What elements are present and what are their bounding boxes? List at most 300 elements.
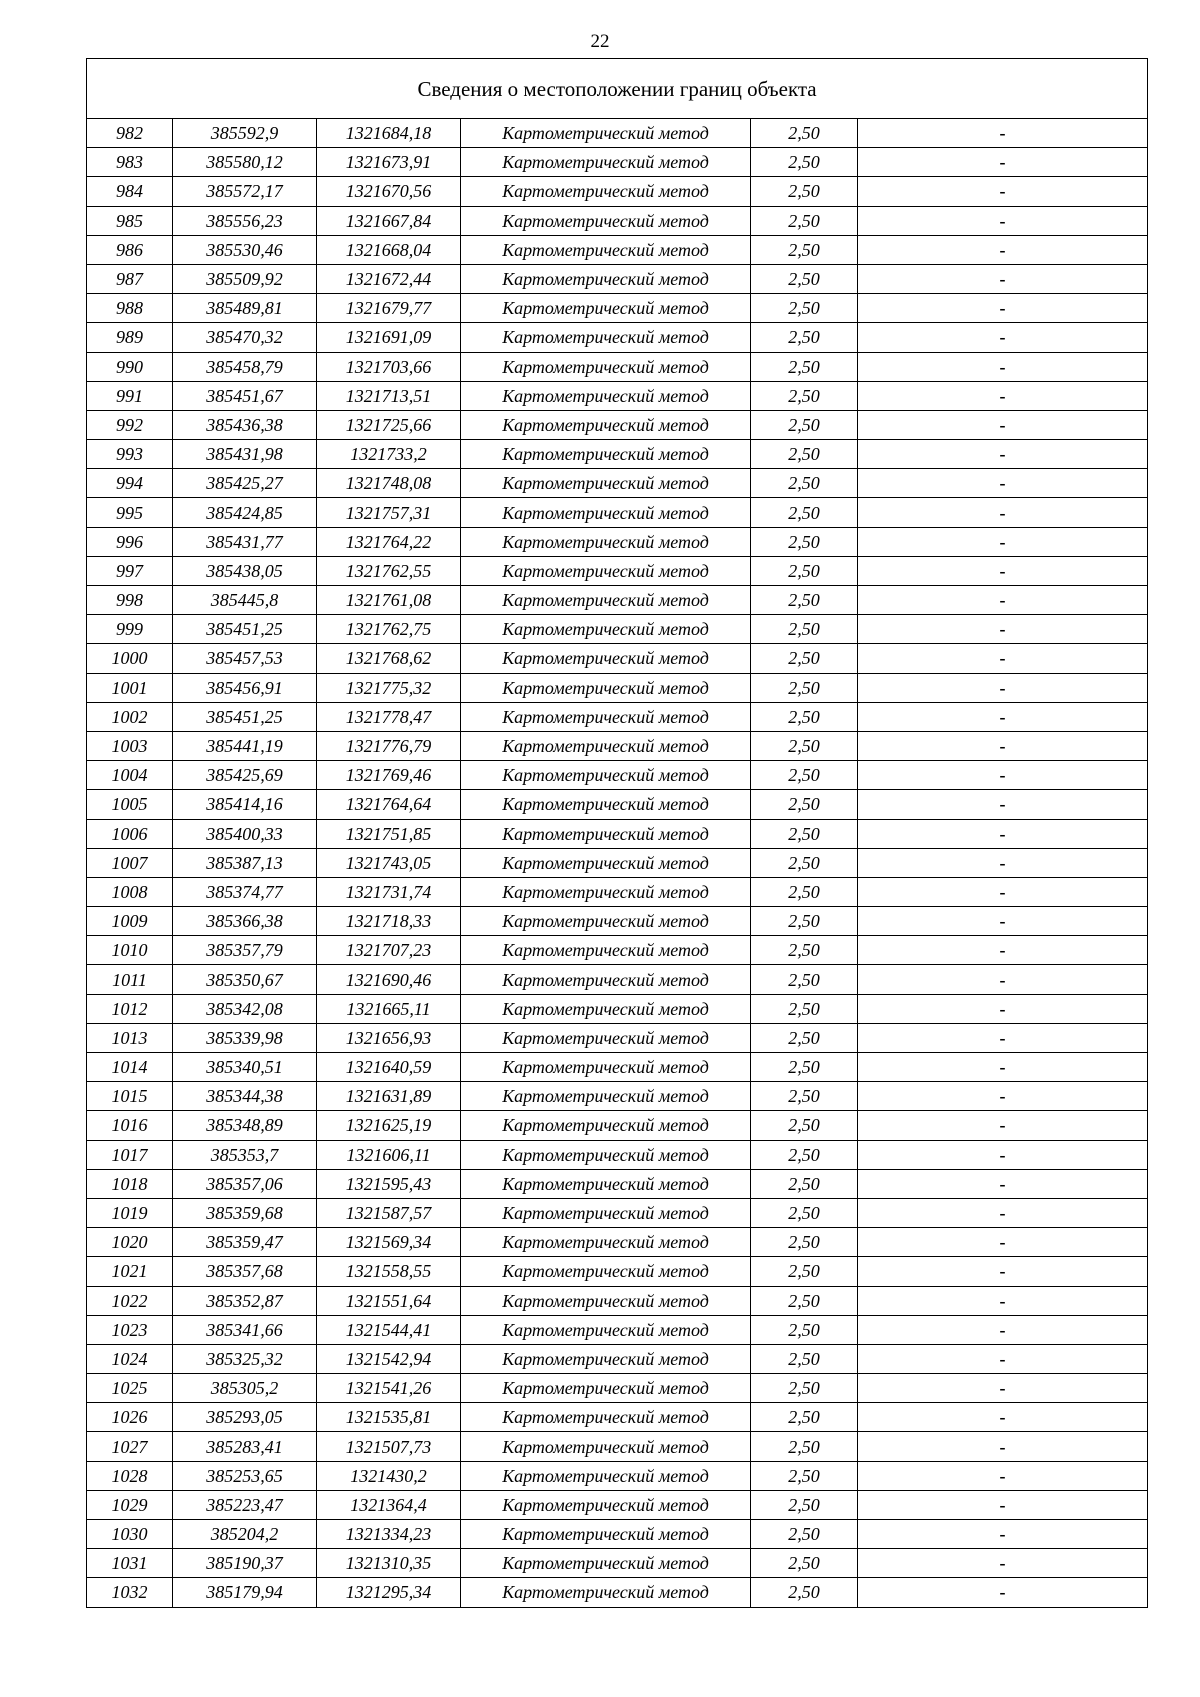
x-coordinate-cell: 385190,37	[173, 1549, 317, 1578]
point-number-cell: 985	[87, 206, 173, 235]
method-cell: Картометрический метод	[461, 119, 751, 148]
description-cell: -	[858, 761, 1148, 790]
method-cell: Картометрический метод	[461, 877, 751, 906]
accuracy-cell: 2,50	[751, 848, 858, 877]
table-row	[87, 702, 1148, 731]
accuracy-cell: 2,50	[751, 352, 858, 381]
table-row	[87, 1198, 1148, 1227]
x-coordinate-cell: 385305,2	[173, 1374, 317, 1403]
point-number-cell: 988	[87, 294, 173, 323]
method-cell: Картометрический метод	[461, 586, 751, 615]
point-number-cell: 993	[87, 440, 173, 469]
method-cell: Картометрический метод	[461, 556, 751, 585]
table-row	[87, 819, 1148, 848]
x-coordinate-cell: 385341,66	[173, 1315, 317, 1344]
x-coordinate-cell: 385530,46	[173, 235, 317, 264]
point-number-cell: 1009	[87, 907, 173, 936]
method-cell: Картометрический метод	[461, 1023, 751, 1052]
table-row	[87, 1344, 1148, 1373]
point-number-cell: 991	[87, 381, 173, 410]
point-number-cell: 1022	[87, 1286, 173, 1315]
x-coordinate-cell: 385424,85	[173, 498, 317, 527]
point-number-cell: 1023	[87, 1315, 173, 1344]
point-number-cell: 1012	[87, 994, 173, 1023]
y-coordinate-cell: 1321587,57	[317, 1198, 461, 1227]
accuracy-cell: 2,50	[751, 1490, 858, 1519]
method-cell: Картометрический метод	[461, 731, 751, 760]
y-coordinate-cell: 1321743,05	[317, 848, 461, 877]
point-number-cell: 1018	[87, 1169, 173, 1198]
accuracy-cell: 2,50	[751, 1403, 858, 1432]
point-number-cell: 990	[87, 352, 173, 381]
y-coordinate-cell: 1321703,66	[317, 352, 461, 381]
table-row	[87, 1549, 1148, 1578]
description-cell: -	[858, 1228, 1148, 1257]
method-cell: Картометрический метод	[461, 644, 751, 673]
method-cell: Картометрический метод	[461, 323, 751, 352]
point-number-cell: 1011	[87, 965, 173, 994]
y-coordinate-cell: 1321310,35	[317, 1549, 461, 1578]
x-coordinate-cell: 385489,81	[173, 294, 317, 323]
description-cell: -	[858, 469, 1148, 498]
y-coordinate-cell: 1321334,23	[317, 1520, 461, 1549]
accuracy-cell: 2,50	[751, 1228, 858, 1257]
accuracy-cell: 2,50	[751, 1432, 858, 1461]
y-coordinate-cell: 1321733,2	[317, 440, 461, 469]
y-coordinate-cell: 1321665,11	[317, 994, 461, 1023]
description-cell: -	[858, 1023, 1148, 1052]
description-cell: -	[858, 1257, 1148, 1286]
description-cell: -	[858, 498, 1148, 527]
table-row	[87, 264, 1148, 293]
description-cell: -	[858, 1432, 1148, 1461]
y-coordinate-cell: 1321691,09	[317, 323, 461, 352]
x-coordinate-cell: 385431,77	[173, 527, 317, 556]
y-coordinate-cell: 1321295,34	[317, 1578, 461, 1607]
table-title-row	[87, 59, 1148, 119]
table-row	[87, 1257, 1148, 1286]
accuracy-cell: 2,50	[751, 1315, 858, 1344]
x-coordinate-cell: 385458,79	[173, 352, 317, 381]
y-coordinate-cell: 1321544,41	[317, 1315, 461, 1344]
x-coordinate-cell: 385366,38	[173, 907, 317, 936]
y-coordinate-cell: 1321606,11	[317, 1140, 461, 1169]
table-row	[87, 469, 1148, 498]
description-cell: -	[858, 294, 1148, 323]
accuracy-cell: 2,50	[751, 264, 858, 293]
description-cell: -	[858, 673, 1148, 702]
description-cell: -	[858, 848, 1148, 877]
x-coordinate-cell: 385339,98	[173, 1023, 317, 1052]
method-cell: Картометрический метод	[461, 235, 751, 264]
accuracy-cell: 2,50	[751, 1053, 858, 1082]
description-cell: -	[858, 1490, 1148, 1519]
accuracy-cell: 2,50	[751, 1461, 858, 1490]
point-number-cell: 983	[87, 148, 173, 177]
description-cell: -	[858, 440, 1148, 469]
accuracy-cell: 2,50	[751, 615, 858, 644]
accuracy-cell: 2,50	[751, 907, 858, 936]
description-cell: -	[858, 148, 1148, 177]
table-row	[87, 440, 1148, 469]
method-cell: Картометрический метод	[461, 1140, 751, 1169]
table-row	[87, 1228, 1148, 1257]
accuracy-cell: 2,50	[751, 235, 858, 264]
point-number-cell: 1008	[87, 877, 173, 906]
table-row	[87, 1023, 1148, 1052]
method-cell: Картометрический метод	[461, 1432, 751, 1461]
table-row	[87, 1286, 1148, 1315]
point-number-cell: 1002	[87, 702, 173, 731]
table-row	[87, 965, 1148, 994]
method-cell: Картометрический метод	[461, 1490, 751, 1519]
boundary-coordinates-table	[86, 58, 1148, 1608]
accuracy-cell: 2,50	[751, 1257, 858, 1286]
accuracy-cell: 2,50	[751, 586, 858, 615]
method-cell: Картометрический метод	[461, 527, 751, 556]
y-coordinate-cell: 1321569,34	[317, 1228, 461, 1257]
y-coordinate-cell: 1321775,32	[317, 673, 461, 702]
description-cell: -	[858, 264, 1148, 293]
description-cell: -	[858, 1198, 1148, 1227]
y-coordinate-cell: 1321718,33	[317, 907, 461, 936]
x-coordinate-cell: 385253,65	[173, 1461, 317, 1490]
description-cell: -	[858, 702, 1148, 731]
table-row	[87, 1432, 1148, 1461]
description-cell: -	[858, 381, 1148, 410]
table-row	[87, 877, 1148, 906]
table-row	[87, 848, 1148, 877]
point-number-cell: 1004	[87, 761, 173, 790]
x-coordinate-cell: 385223,47	[173, 1490, 317, 1519]
description-cell: -	[858, 1286, 1148, 1315]
x-coordinate-cell: 385425,27	[173, 469, 317, 498]
y-coordinate-cell: 1321625,19	[317, 1111, 461, 1140]
method-cell: Картометрический метод	[461, 469, 751, 498]
accuracy-cell: 2,50	[751, 498, 858, 527]
y-coordinate-cell: 1321679,77	[317, 294, 461, 323]
x-coordinate-cell: 385438,05	[173, 556, 317, 585]
method-cell: Картометрический метод	[461, 148, 751, 177]
accuracy-cell: 2,50	[751, 965, 858, 994]
y-coordinate-cell: 1321757,31	[317, 498, 461, 527]
y-coordinate-cell: 1321507,73	[317, 1432, 461, 1461]
accuracy-cell: 2,50	[751, 1111, 858, 1140]
description-cell: -	[858, 527, 1148, 556]
method-cell: Картометрический метод	[461, 994, 751, 1023]
table-row	[87, 1315, 1148, 1344]
x-coordinate-cell: 385451,67	[173, 381, 317, 410]
method-cell: Картометрический метод	[461, 1053, 751, 1082]
description-cell: -	[858, 907, 1148, 936]
accuracy-cell: 2,50	[751, 936, 858, 965]
point-number-cell: 1001	[87, 673, 173, 702]
point-number-cell: 995	[87, 498, 173, 527]
x-coordinate-cell: 385556,23	[173, 206, 317, 235]
method-cell: Картометрический метод	[461, 177, 751, 206]
method-cell: Картометрический метод	[461, 1461, 751, 1490]
point-number-cell: 1031	[87, 1549, 173, 1578]
method-cell: Картометрический метод	[461, 907, 751, 936]
point-number-cell: 1006	[87, 819, 173, 848]
point-number-cell: 986	[87, 235, 173, 264]
method-cell: Картометрический метод	[461, 936, 751, 965]
point-number-cell: 1020	[87, 1228, 173, 1257]
method-cell: Картометрический метод	[461, 1257, 751, 1286]
point-number-cell: 1017	[87, 1140, 173, 1169]
point-number-cell: 989	[87, 323, 173, 352]
y-coordinate-cell: 1321707,23	[317, 936, 461, 965]
description-cell: -	[858, 994, 1148, 1023]
accuracy-cell: 2,50	[751, 323, 858, 352]
x-coordinate-cell: 385445,8	[173, 586, 317, 615]
y-coordinate-cell: 1321364,4	[317, 1490, 461, 1519]
x-coordinate-cell: 385509,92	[173, 264, 317, 293]
point-number-cell: 984	[87, 177, 173, 206]
table-row	[87, 352, 1148, 381]
table-row	[87, 644, 1148, 673]
x-coordinate-cell: 385344,38	[173, 1082, 317, 1111]
x-coordinate-cell: 385580,12	[173, 148, 317, 177]
table-row	[87, 148, 1148, 177]
accuracy-cell: 2,50	[751, 877, 858, 906]
x-coordinate-cell: 385204,2	[173, 1520, 317, 1549]
table-row	[87, 1374, 1148, 1403]
table-row	[87, 673, 1148, 702]
point-number-cell: 1026	[87, 1403, 173, 1432]
method-cell: Картометрический метод	[461, 206, 751, 235]
y-coordinate-cell: 1321713,51	[317, 381, 461, 410]
point-number-cell: 982	[87, 119, 173, 148]
page-number: 22	[590, 31, 610, 52]
y-coordinate-cell: 1321690,46	[317, 965, 461, 994]
table-row	[87, 790, 1148, 819]
method-cell: Картометрический метод	[461, 1403, 751, 1432]
table-row	[87, 731, 1148, 760]
table-row	[87, 1578, 1148, 1607]
accuracy-cell: 2,50	[751, 1344, 858, 1373]
point-number-cell: 1014	[87, 1053, 173, 1082]
method-cell: Картометрический метод	[461, 440, 751, 469]
point-number-cell: 1024	[87, 1344, 173, 1373]
table-row	[87, 206, 1148, 235]
table-row	[87, 323, 1148, 352]
point-number-cell: 1003	[87, 731, 173, 760]
x-coordinate-cell: 385179,94	[173, 1578, 317, 1607]
point-number-cell: 1015	[87, 1082, 173, 1111]
accuracy-cell: 2,50	[751, 1082, 858, 1111]
description-cell: -	[858, 235, 1148, 264]
point-number-cell: 1000	[87, 644, 173, 673]
point-number-cell: 998	[87, 586, 173, 615]
y-coordinate-cell: 1321670,56	[317, 177, 461, 206]
description-cell: -	[858, 1549, 1148, 1578]
method-cell: Картометрический метод	[461, 1520, 751, 1549]
accuracy-cell: 2,50	[751, 381, 858, 410]
y-coordinate-cell: 1321762,75	[317, 615, 461, 644]
x-coordinate-cell: 385400,33	[173, 819, 317, 848]
accuracy-cell: 2,50	[751, 294, 858, 323]
accuracy-cell: 2,50	[751, 1140, 858, 1169]
accuracy-cell: 2,50	[751, 1549, 858, 1578]
description-cell: -	[858, 1403, 1148, 1432]
description-cell: -	[858, 877, 1148, 906]
x-coordinate-cell: 385451,25	[173, 615, 317, 644]
description-cell: -	[858, 819, 1148, 848]
table-row	[87, 1140, 1148, 1169]
x-coordinate-cell: 385293,05	[173, 1403, 317, 1432]
point-number-cell: 992	[87, 410, 173, 439]
point-number-cell: 1019	[87, 1198, 173, 1227]
x-coordinate-cell: 385572,17	[173, 177, 317, 206]
method-cell: Картометрический метод	[461, 1228, 751, 1257]
method-cell: Картометрический метод	[461, 965, 751, 994]
table-row	[87, 1490, 1148, 1519]
accuracy-cell: 2,50	[751, 1198, 858, 1227]
accuracy-cell: 2,50	[751, 440, 858, 469]
x-coordinate-cell: 385374,77	[173, 877, 317, 906]
x-coordinate-cell: 385470,32	[173, 323, 317, 352]
x-coordinate-cell: 385357,79	[173, 936, 317, 965]
x-coordinate-cell: 385451,25	[173, 702, 317, 731]
method-cell: Картометрический метод	[461, 790, 751, 819]
y-coordinate-cell: 1321667,84	[317, 206, 461, 235]
y-coordinate-cell: 1321764,64	[317, 790, 461, 819]
y-coordinate-cell: 1321725,66	[317, 410, 461, 439]
table-row	[87, 761, 1148, 790]
y-coordinate-cell: 1321764,22	[317, 527, 461, 556]
x-coordinate-cell: 385456,91	[173, 673, 317, 702]
point-number-cell: 1027	[87, 1432, 173, 1461]
x-coordinate-cell: 385359,47	[173, 1228, 317, 1257]
table-row	[87, 177, 1148, 206]
description-cell: -	[858, 1169, 1148, 1198]
description-cell: -	[858, 352, 1148, 381]
method-cell: Картометрический метод	[461, 1169, 751, 1198]
y-coordinate-cell: 1321668,04	[317, 235, 461, 264]
description-cell: -	[858, 1111, 1148, 1140]
x-coordinate-cell: 385350,67	[173, 965, 317, 994]
description-cell: -	[858, 206, 1148, 235]
method-cell: Картометрический метод	[461, 848, 751, 877]
method-cell: Картометрический метод	[461, 1344, 751, 1373]
y-coordinate-cell: 1321762,55	[317, 556, 461, 585]
method-cell: Картометрический метод	[461, 1549, 751, 1578]
method-cell: Картометрический метод	[461, 264, 751, 293]
y-coordinate-cell: 1321640,59	[317, 1053, 461, 1082]
point-number-cell: 1032	[87, 1578, 173, 1607]
description-cell: -	[858, 556, 1148, 585]
table-row	[87, 527, 1148, 556]
method-cell: Картометрический метод	[461, 615, 751, 644]
description-cell: -	[858, 1578, 1148, 1607]
point-number-cell: 999	[87, 615, 173, 644]
description-cell: -	[858, 644, 1148, 673]
description-cell: -	[858, 936, 1148, 965]
x-coordinate-cell: 385353,7	[173, 1140, 317, 1169]
y-coordinate-cell: 1321731,74	[317, 877, 461, 906]
point-number-cell: 1029	[87, 1490, 173, 1519]
method-cell: Картометрический метод	[461, 1578, 751, 1607]
y-coordinate-cell: 1321748,08	[317, 469, 461, 498]
description-cell: -	[858, 1053, 1148, 1082]
method-cell: Картометрический метод	[461, 761, 751, 790]
table-body	[87, 59, 1148, 1608]
x-coordinate-cell: 385425,69	[173, 761, 317, 790]
method-cell: Картометрический метод	[461, 381, 751, 410]
y-coordinate-cell: 1321541,26	[317, 1374, 461, 1403]
y-coordinate-cell: 1321672,44	[317, 264, 461, 293]
table-row	[87, 294, 1148, 323]
y-coordinate-cell: 1321430,2	[317, 1461, 461, 1490]
accuracy-cell: 2,50	[751, 119, 858, 148]
description-cell: -	[858, 965, 1148, 994]
method-cell: Картометрический метод	[461, 352, 751, 381]
method-cell: Картометрический метод	[461, 498, 751, 527]
table-row	[87, 119, 1148, 148]
description-cell: -	[858, 1344, 1148, 1373]
description-cell: -	[858, 1140, 1148, 1169]
accuracy-cell: 2,50	[751, 819, 858, 848]
method-cell: Картометрический метод	[461, 673, 751, 702]
accuracy-cell: 2,50	[751, 556, 858, 585]
y-coordinate-cell: 1321551,64	[317, 1286, 461, 1315]
description-cell: -	[858, 790, 1148, 819]
accuracy-cell: 2,50	[751, 410, 858, 439]
table-title: Сведения о местоположении границ объекта	[87, 59, 1148, 119]
table-row	[87, 1053, 1148, 1082]
accuracy-cell: 2,50	[751, 1286, 858, 1315]
table-row	[87, 235, 1148, 264]
description-cell: -	[858, 1461, 1148, 1490]
x-coordinate-cell: 385348,89	[173, 1111, 317, 1140]
accuracy-cell: 2,50	[751, 1374, 858, 1403]
description-cell: -	[858, 1520, 1148, 1549]
accuracy-cell: 2,50	[751, 790, 858, 819]
table-row	[87, 1520, 1148, 1549]
accuracy-cell: 2,50	[751, 731, 858, 760]
method-cell: Картометрический метод	[461, 819, 751, 848]
table-row	[87, 936, 1148, 965]
accuracy-cell: 2,50	[751, 1023, 858, 1052]
y-coordinate-cell: 1321761,08	[317, 586, 461, 615]
y-coordinate-cell: 1321776,79	[317, 731, 461, 760]
description-cell: -	[858, 731, 1148, 760]
x-coordinate-cell: 385431,98	[173, 440, 317, 469]
table-row	[87, 556, 1148, 585]
table-row	[87, 1169, 1148, 1198]
x-coordinate-cell: 385357,68	[173, 1257, 317, 1286]
x-coordinate-cell: 385436,38	[173, 410, 317, 439]
table-row	[87, 586, 1148, 615]
x-coordinate-cell: 385352,87	[173, 1286, 317, 1315]
description-cell: -	[858, 1082, 1148, 1111]
method-cell: Картометрический метод	[461, 410, 751, 439]
table-row	[87, 1111, 1148, 1140]
accuracy-cell: 2,50	[751, 148, 858, 177]
table-row	[87, 615, 1148, 644]
accuracy-cell: 2,50	[751, 177, 858, 206]
description-cell: -	[858, 586, 1148, 615]
accuracy-cell: 2,50	[751, 644, 858, 673]
description-cell: -	[858, 1315, 1148, 1344]
accuracy-cell: 2,50	[751, 673, 858, 702]
method-cell: Картометрический метод	[461, 1082, 751, 1111]
x-coordinate-cell: 385592,9	[173, 119, 317, 148]
x-coordinate-cell: 385387,13	[173, 848, 317, 877]
accuracy-cell: 2,50	[751, 469, 858, 498]
accuracy-cell: 2,50	[751, 994, 858, 1023]
